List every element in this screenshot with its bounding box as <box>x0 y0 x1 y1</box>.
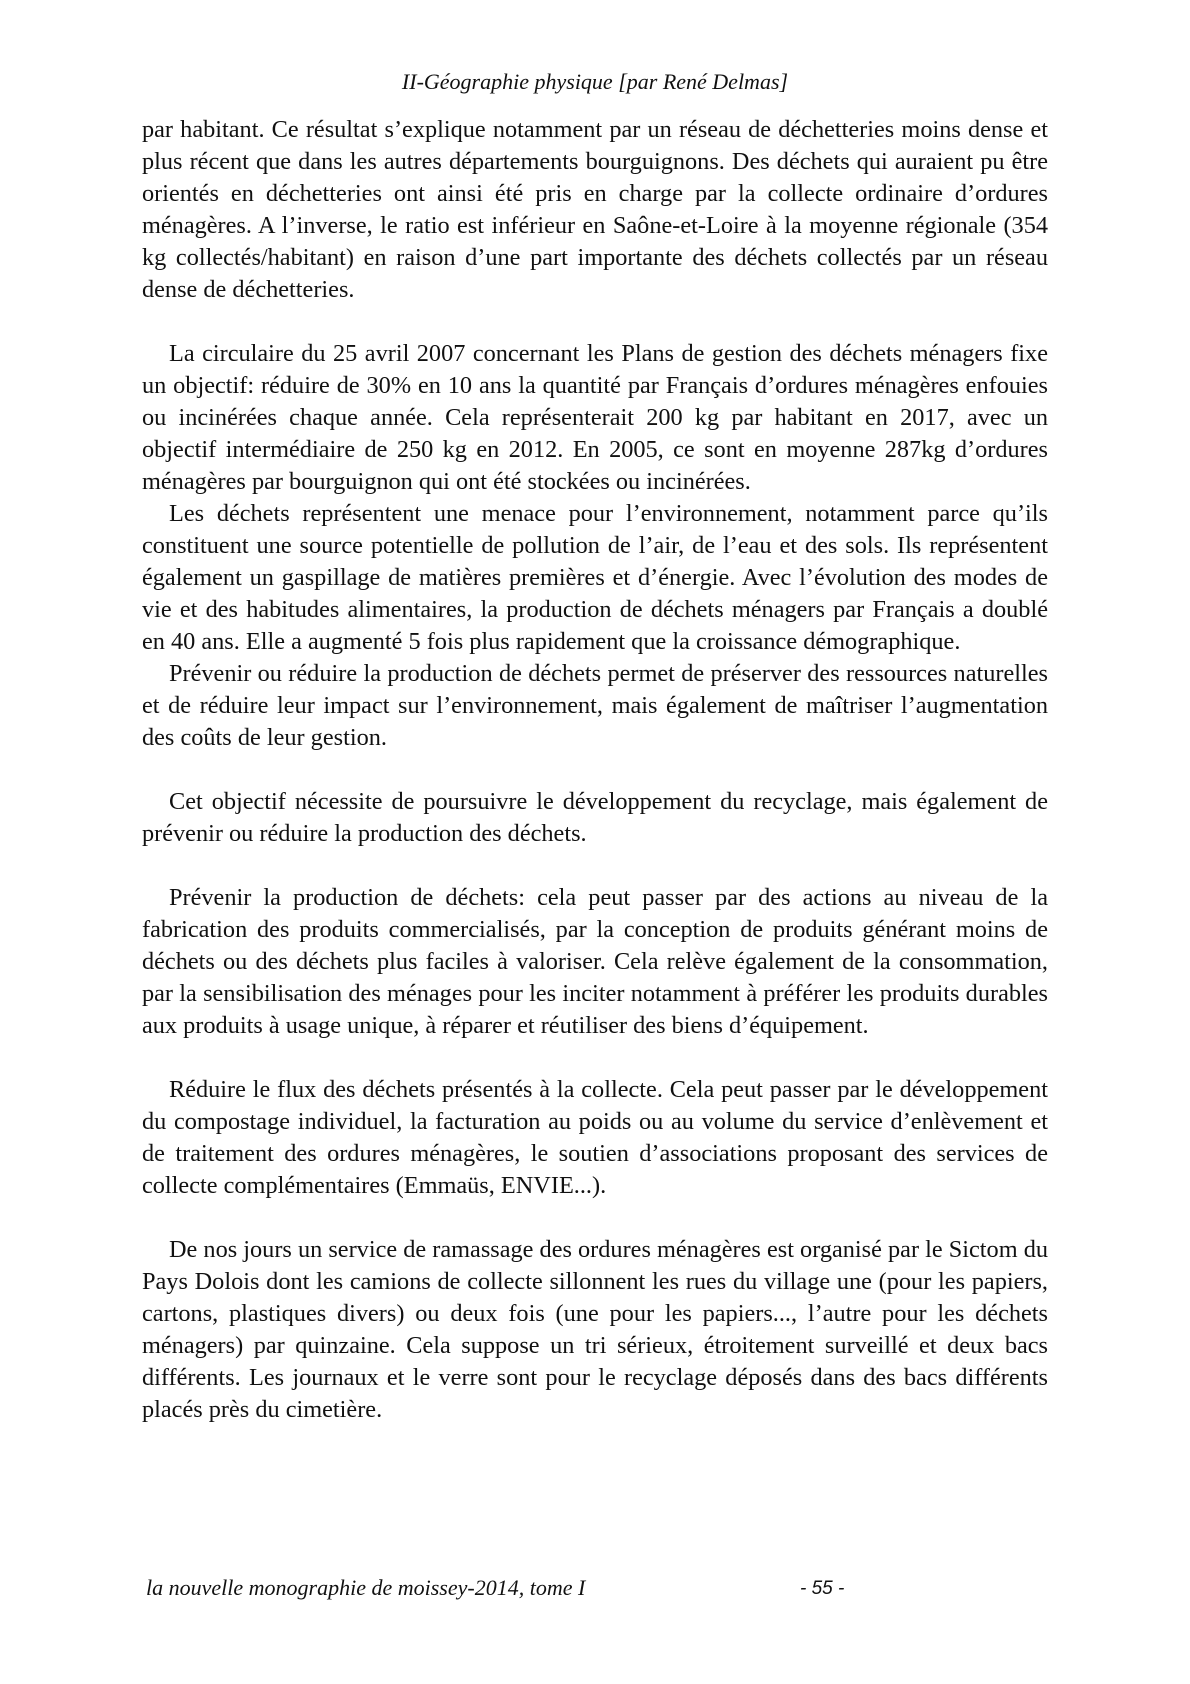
paragraph: Prévenir la production de déchets: cela peut passer par des actions au niveau de la fabrication des produits commercialisés, par la conception de produits générant moins de déchets ou des déchets plus faciles à valoriser. Cela relève également de la consommation, par la sensibilisation des ménages pour les inciter notamment à préférer les produits durables aux produits à usage unique, à réparer et réutiliser des biens d’équipement. <box>142 884 1048 1039</box>
paragraph: par habitant. Ce résultat s’explique notamment par un réseau de déchetteries moins dense et plus récent que dans les autres départements bourguignons. Des déchets qui auraient pu être orientés en déchetteries ont ainsi été pris en charge par la collecte ordinaire d’ordures ménagères. A l’inverse, le ratio est inférieur en Saône-et-Loire à la moyenne régionale (354 kg collectés/habitant) en raison d’une part importante des déchets collectés par un réseau dense de déchetteries. <box>142 116 1048 303</box>
paragraph: La circulaire du 25 avril 2007 concernant les Plans de gestion des déchets ménagers fixe un objectif: réduire de 30% en 10 ans la quantité par Français d’ordures ménagères enfouies ou incinérées chaque année. Cela représenterait 200 kg par habitant en 2017, avec un objectif intermédiaire de 250 kg en 2012. En 2005, ce sont en moyenne 287kg d’ordures ménagères par bourguignon qui ont été stockées ou incinérées. <box>142 340 1048 495</box>
paragraph: Les déchets représentent une menace pour l’environnement, notamment parce qu’ils constituent une source potentielle de pollution de l’air, de l’eau et des sols. Ils représentent également un gaspillage de matières premières et d’énergie. Avec l’évolution des modes de vie et des habitudes alimentaires, la production de déchets ménagers par Français a doublé en 40 ans. Elle a augmenté 5 fois plus rapidement que la croissance démographique. <box>142 500 1048 655</box>
footer-book-title: la nouvelle monographie de moissey-2014, tome I <box>146 1575 586 1600</box>
running-header: II-Géographie physique [par René Delmas] <box>401 69 789 94</box>
paragraph: Prévenir ou réduire la production de déchets permet de préserver des ressources naturelles et de réduire leur impact sur l’environnement, mais également de maîtriser l’augmentation des coûts de leur gestion. <box>142 660 1048 751</box>
page-number: - 55 - <box>800 1578 845 1599</box>
paragraph: Réduire le flux des déchets présentés à la collecte. Cela peut passer par le développement du compostage individuel, la facturation au poids ou au volume du service d’enlèvement et de traitement des ordures ménagères, le soutien d’associations proposant des services de collecte complémentaires (Emmaüs, ENVIE...). <box>142 1076 1048 1199</box>
paragraph: Cet objectif nécessite de poursuivre le développement du recyclage, mais également de prévenir ou réduire la production des déchets. <box>142 788 1048 847</box>
paragraph: De nos jours un service de ramassage des ordures ménagères est organisé par le Sictom du Pays Dolois dont les camions de collecte sillonnent les rues du village une (pour les papiers, cartons, plastiques divers) ou deux fois (une pour les papiers..., l’autre pour les déchets ménagers) par quinzaine. Cela suppose un tri sérieux, étroitement surveillé et deux bacs différents. Les journaux et le verre sont pour le recyclage déposés dans des bacs différents placés près du cimetière. <box>142 1236 1048 1423</box>
body-text <box>142 114 1048 1426</box>
